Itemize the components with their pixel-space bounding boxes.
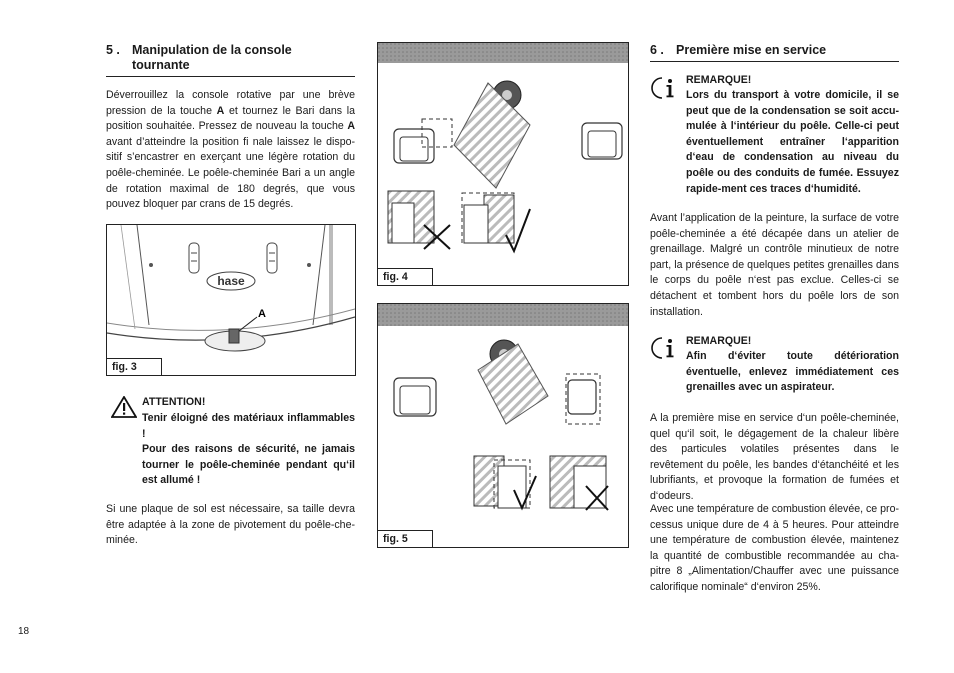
console-illustration — [107, 225, 355, 375]
info-icon — [650, 336, 682, 360]
page-number: 18 — [18, 626, 30, 637]
fig-4-label: fig. 4 — [377, 268, 433, 286]
section-6-heading — [650, 43, 899, 62]
armchair-left — [394, 378, 436, 416]
figure-5 — [377, 303, 629, 548]
figure-4 — [377, 42, 629, 286]
first-use-text: A la première mise en service d‘un poêle-cheminée, quel qu‘il soit, le dégagement de la chaleur libère des particules volatiles présentes dans le revêtement du poêle, les bandes d‘étanchéité et les lubrifiants, et provoque la formation de fumées et d‘odeurs. — [650, 412, 899, 502]
section-5-heading — [106, 43, 355, 77]
stove-rotation-diagram-b — [378, 304, 628, 547]
armchair-left — [394, 129, 434, 163]
correct-placement — [474, 456, 530, 508]
rotation-instructions: Déverrouillez la console rotative par une brève pression de la touche A et tournez le Bari dans la position souhaitée. Pressez de nouveau la touche A avant d’atteindre la position fi nale laissez le dispo-sitif s’encastrer en exerçant une légère rotation du poêle-cheminée. Le poêle-cheminée Bari a un angle de rotation maximal de 180 degrés, que vous pouvez bloquer par crans de 15 degrés. — [106, 89, 355, 211]
info-icon — [650, 76, 682, 100]
wrong-placement — [388, 191, 434, 243]
stove-top-view — [478, 340, 548, 424]
key-a-inline-2: A — [347, 120, 355, 133]
hase-logo: hase — [217, 274, 245, 288]
remark-1-body: Lors du transport à votre domicile, il se peut que de la condensation se soit accu-mulée à l‘intérieur du poêle. Celle-ci peut éventuellement entraîner l‘apparition d‘eau de condensation au niveau du poêle ou des conduits de fumée. Essuyez rapide-ment ces traces d‘humidité. — [686, 89, 899, 195]
section-5-number: 5 . — [106, 43, 120, 57]
key-a-label: A — [258, 308, 266, 320]
warning-icon — [111, 396, 137, 418]
section-6-title: Première mise en service — [676, 43, 827, 57]
wrong-placement — [550, 456, 606, 508]
armchair-right — [582, 123, 622, 159]
combustion-text: Avec une température de combustion élevée, ce pro-cessus unique dure de 4 à 5 heures. Pour atteindre une température de combustion élevée, maintenez la quantité de combustible recommandée au cha-pitre 8 „Alimentation/Chauffer avec une puissance calorifique nominale“ d‘environ 25%. — [650, 503, 899, 593]
section-5-title-line1: Manipulation de la console — [132, 43, 292, 57]
armchair-right — [568, 380, 596, 414]
stove-rotation-diagram-a — [378, 43, 628, 285]
figure-3 — [106, 224, 356, 376]
remark-2-body: Afin d‘éviter toute détérioration éventuelle, enlevez immédiatement ces grenailles avec un aspirateur. — [686, 350, 899, 394]
fig-5-label: fig. 5 — [377, 530, 433, 548]
attention-title: ATTENTION! — [142, 396, 206, 408]
section-6-number: 6 . — [650, 43, 664, 57]
remark-2-title: REMARQUE! — [686, 335, 752, 347]
floor-plate-text: Si une plaque de sol est nécessaire, sa taille devra être adaptée à la zone de pivotement du poêle-che-minée. — [106, 503, 355, 547]
stove-top-view — [454, 81, 530, 188]
remark-1-title: REMARQUE! — [686, 74, 752, 86]
section-5-title-line2: tournante — [132, 58, 190, 72]
fig-3-label: fig. 3 — [106, 358, 162, 376]
shot-blasting-text: Avant l’application de la peinture, la surface de votre poêle-cheminée a été décapée dans un atelier de grenaillage. Malgré un contrôle minutieux de notre part, la présence de quelques petites grenailles dans le corps du poêle n‘est pas exclue. Celles-ci se détachent et tombent hors du poêle lors de son installation. — [650, 212, 899, 318]
attention-safety: Pour des raisons de sécurité, ne jamais tourner le poêle-cheminée pendant qu‘il est allumé ! — [142, 443, 355, 487]
key-a-inline: A — [216, 104, 225, 117]
attention-flammable: Tenir éloigné des matériaux inflammables ! — [142, 412, 355, 440]
